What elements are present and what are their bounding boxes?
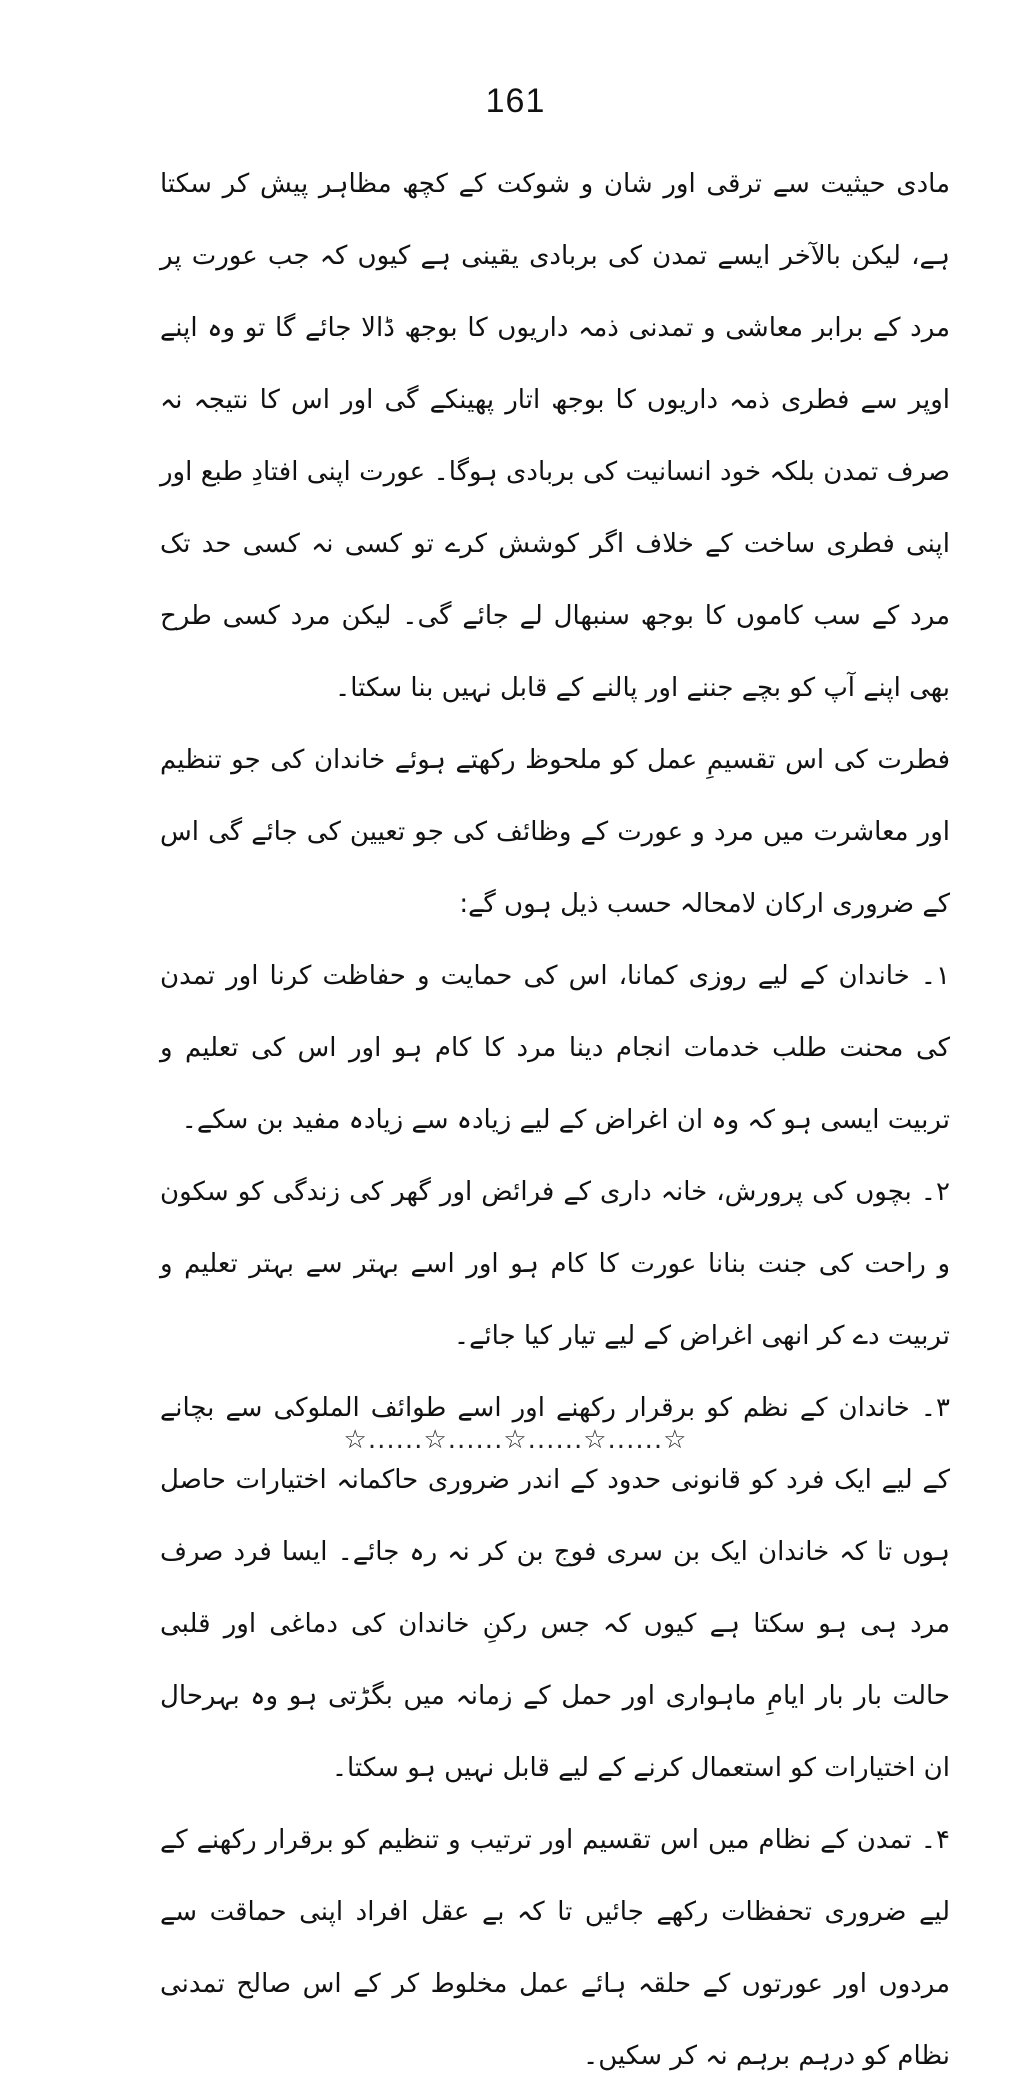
page-body-text <box>160 148 950 2092</box>
list-item-4: ۴۔ تمدن کے نظام میں اس تقسیم اور ترتیب و تنظیم کو برقرار رکھنے کے لیے ضروری تحفظات رکھے جائیں تا کہ بے عقل افراد اپنی حماقت سے مردوں اور عورتوں کے حلقہ ہائے عمل مخلوط کر کے اس صالح تمدنی نظام کو درہم برہم نہ کر سکیں۔ <box>160 1825 950 2071</box>
list-item-2: ۲۔ بچوں کی پرورش، خانہ داری کے فرائض اور گھر کی زندگی کو سکون و راحت کی جنت بنانا عورت کا کام ہو اور اسے بہتر سے بہتر تعلیم و تربیت دے کر انھی اغراض کے لیے تیار کیا جائے۔ <box>160 1177 950 1351</box>
list-item-1: ۱۔ خاندان کے لیے روزی کمانا، اس کی حمایت و حفاظت کرنا اور تمدن کی محنت طلب خدمات انجام دینا مرد کا کام ہو اور اس کی تعلیم و تربیت ایسی ہو کہ وہ ان اغراض کے لیے زیادہ سے زیادہ مفید بن سکے۔ <box>160 961 950 1135</box>
paragraph-intro: مادی حیثیت سے ترقی اور شان و شوکت کے کچھ مظاہر پیش کر سکتا ہے، لیکن بالآخر ایسے تمدن کی بربادی یقینی ہے کیوں کہ جب عورت پر مرد کے برابر معاشی و تمدنی ذمہ داریوں کا بوجھ ڈالا جائے گا تو وہ اپنے اوپر سے فطری ذمہ داریوں کا بوجھ اتار پھینکے گی اور اس کا نتیجہ نہ صرف تمدن بلکہ خود انسانیت کی بربادی ہوگا۔ عورت اپنی افتادِ طبع اور اپنی فطری ساخت کے خلاف اگر کوشش کرے تو کسی نہ کسی حد تک مرد کے سب کاموں کا بوجھ سنبھال لے جائے گی۔ لیکن مرد کسی طرح بھی اپنے آپ کو بچے جننے اور پالنے کے قابل نہیں بنا سکتا۔ <box>160 169 950 703</box>
paragraph-division-of-labour: فطرت کی اس تقسیمِ عمل کو ملحوظ رکھتے ہوئے خاندان کی جو تنظیم اور معاشرت میں مرد و عورت کے وظائف کی جو تعیین کی جائے گی اس کے ضروری ارکان لامحالہ حسب ذیل ہوں گے: <box>160 745 950 919</box>
list-item-3: ۳۔ خاندان کے نظم کو برقرار رکھنے اور اسے طوائف الملوکی سے بچانے کے لیے ایک فرد کو قانونی حدود کے اندر ضروری حاکمانہ اختیارات حاصل ہوں تا کہ خاندان ایک بن سری فوج بن کر نہ رہ جائے۔ ایسا فرد صرف مرد ہی ہو سکتا ہے کیوں کہ جس رکنِ خاندان کی دماغی اور قلبی حالت بار بار ایامِ ماہواری اور حمل کے زمانہ میں بگڑتی ہو وہ بہرحال ان اختیارات کو استعمال کرنے کے لیے قابل نہیں ہو سکتا۔ <box>160 1393 950 1783</box>
page-number: 161 <box>485 82 546 120</box>
star-ornament-divider: ☆......☆......☆......☆......☆ <box>343 1425 688 1455</box>
